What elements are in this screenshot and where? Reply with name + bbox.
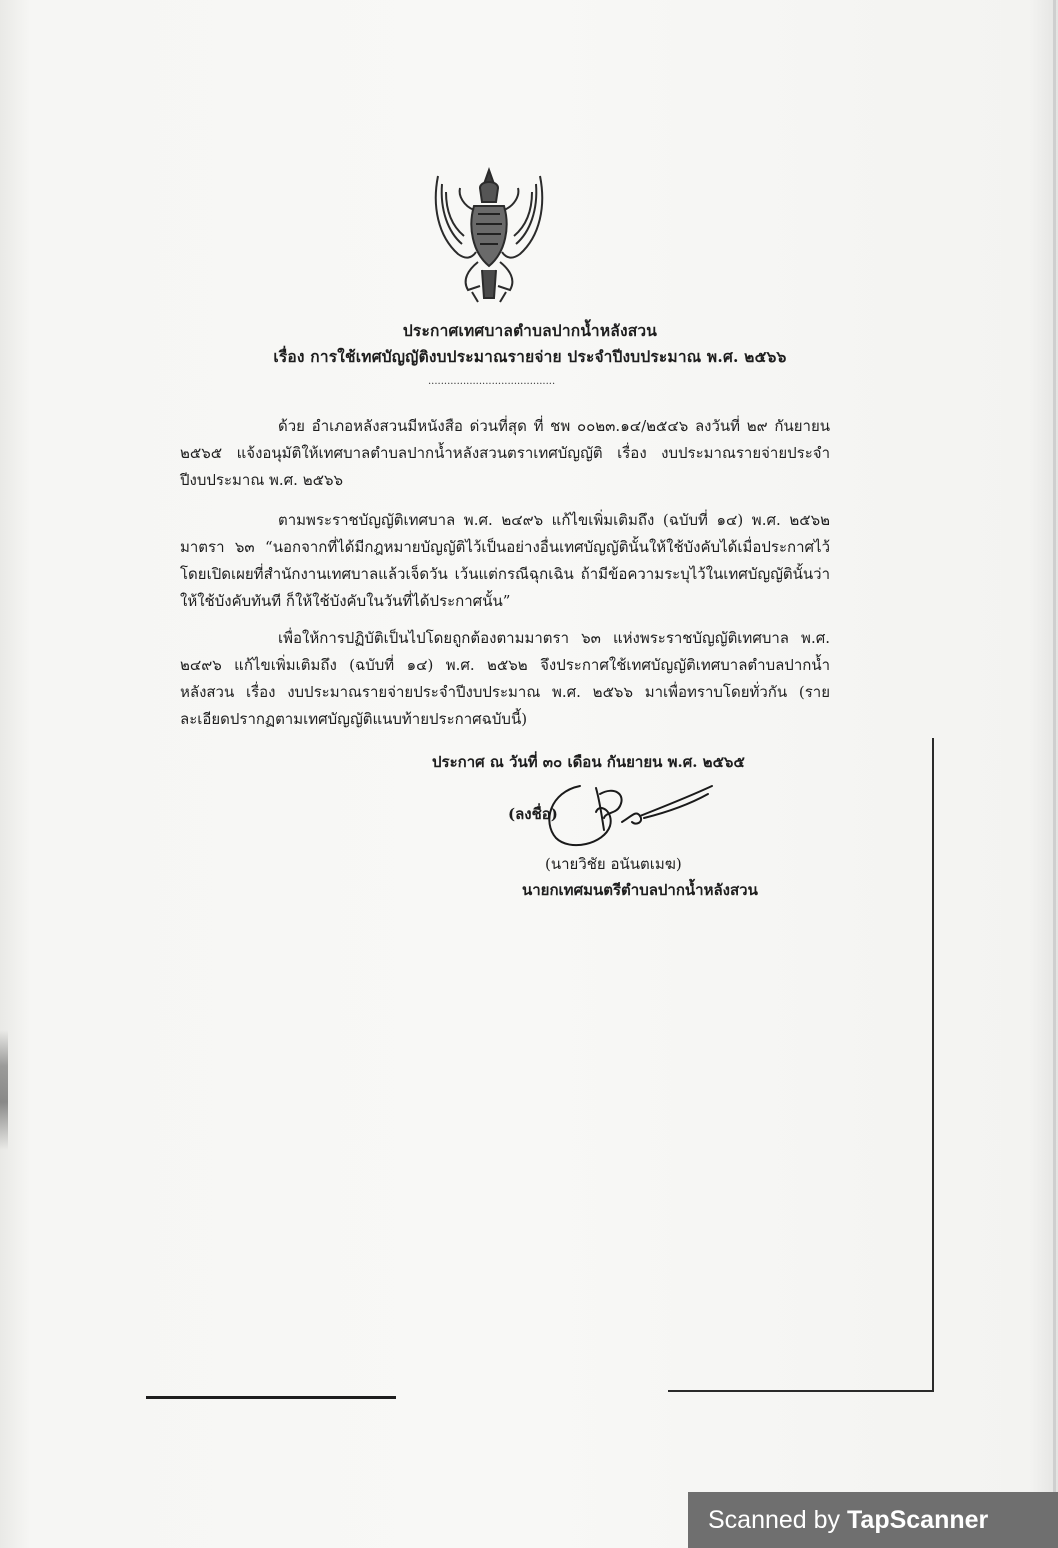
- paragraph-2: [180, 507, 830, 615]
- sign-label: (ลงชื่อ): [508, 805, 558, 823]
- garuda-emblem-icon: [428, 166, 550, 306]
- scanner-watermark: [688, 1492, 1058, 1548]
- document-subject: เรื่อง การใช้เทศบัญญัติงบประมาณรายจ่าย ประจำปีงบประมาณ พ.ศ. ๒๕๖๖: [273, 347, 787, 366]
- signer-name: (นายวิชัย อนันตเมฆ): [545, 855, 682, 873]
- page-border-bottom-left: [146, 1396, 396, 1399]
- page-edge: [1053, 0, 1056, 1548]
- paragraph-2-text: ตามพระราชบัญญัติเทศบาล พ.ศ. ๒๔๙๖ แก้ไขเพิ่มเติมถึง (ฉบับที่ ๑๔) พ.ศ. ๒๕๖๒ มาตรา ๖๓ “นอกจากที่ได้มีกฎหมายบัญญัติไว้เป็นอย่างอื่นเทศบัญญัตินั้นให้ใช้บังคับได้เมื่อประกาศไว้โดยเปิดเผยที่สำนักงานเทศบาลแล้วเจ็ดวัน เว้นแต่กรณีฉุกเฉิน ถ้ามีข้อความระบุไว้ในเทศบัญญัตินั้นว่าให้ใช้บังคับทันที ก็ให้ใช้บังคับในวันที่ได้ประกาศนั้น”: [180, 511, 830, 610]
- handwritten-signature: [540, 772, 718, 852]
- signer-position: นายกเทศมนตรีตำบลปากน้ำหลังสวน: [522, 881, 758, 899]
- announce-date: ประกาศ ณ วันที่ ๓๐ เดือน กันยายน พ.ศ. ๒๕๖๕: [432, 753, 745, 771]
- watermark-prefix: Scanned by: [708, 1506, 847, 1534]
- watermark-brand: TapScanner: [847, 1506, 989, 1534]
- page-border-bottom-right: [668, 1390, 934, 1392]
- document-title: ประกาศเทศบาลตำบลปากน้ำหลังสวน: [402, 321, 658, 340]
- paragraph-3-text: เพื่อให้การปฏิบัติเป็นไปโดยถูกต้องตามมาตรา ๖๓ แห่งพระราชบัญญัติเทศบาล พ.ศ. ๒๔๙๖ แก้ไขเพิ่มเติมถึง (ฉบับที่ ๑๔) พ.ศ. ๒๕๖๒ จึงประกาศใช้เทศบัญญัติเทศบาลตำบลปากน้ำหลังสวน เรื่อง งบประมาณรายจ่ายประจำปีงบประมาณ พ.ศ. ๒๕๖๖ มาเพื่อทราบโดยทั่วกัน (รายละเอียดปรากฏตามเทศบัญญัติแนบท้ายประกาศฉบับนี้): [180, 629, 830, 728]
- title-separator: ........................................: [428, 376, 556, 387]
- paragraph-3: [180, 625, 830, 733]
- scan-edge-shadow: [0, 1030, 8, 1150]
- paragraph-1: [180, 413, 830, 494]
- page-border-right: [932, 738, 934, 1392]
- paragraph-1-text: ด้วย อำเภอหลังสวนมีหนังสือ ด่วนที่สุด ที่ ชพ ๐๐๒๓.๑๔/๒๕๔๖ ลงวันที่ ๒๙ กันยายน ๒๕๖๕ แจ้งอนุมัติให้เทศบาลตำบลปากน้ำหลังสวนตราเทศบัญญัติ เรื่อง งบประมาณรายจ่ายประจำปีงบประมาณ พ.ศ. ๒๕๖๖: [180, 417, 830, 489]
